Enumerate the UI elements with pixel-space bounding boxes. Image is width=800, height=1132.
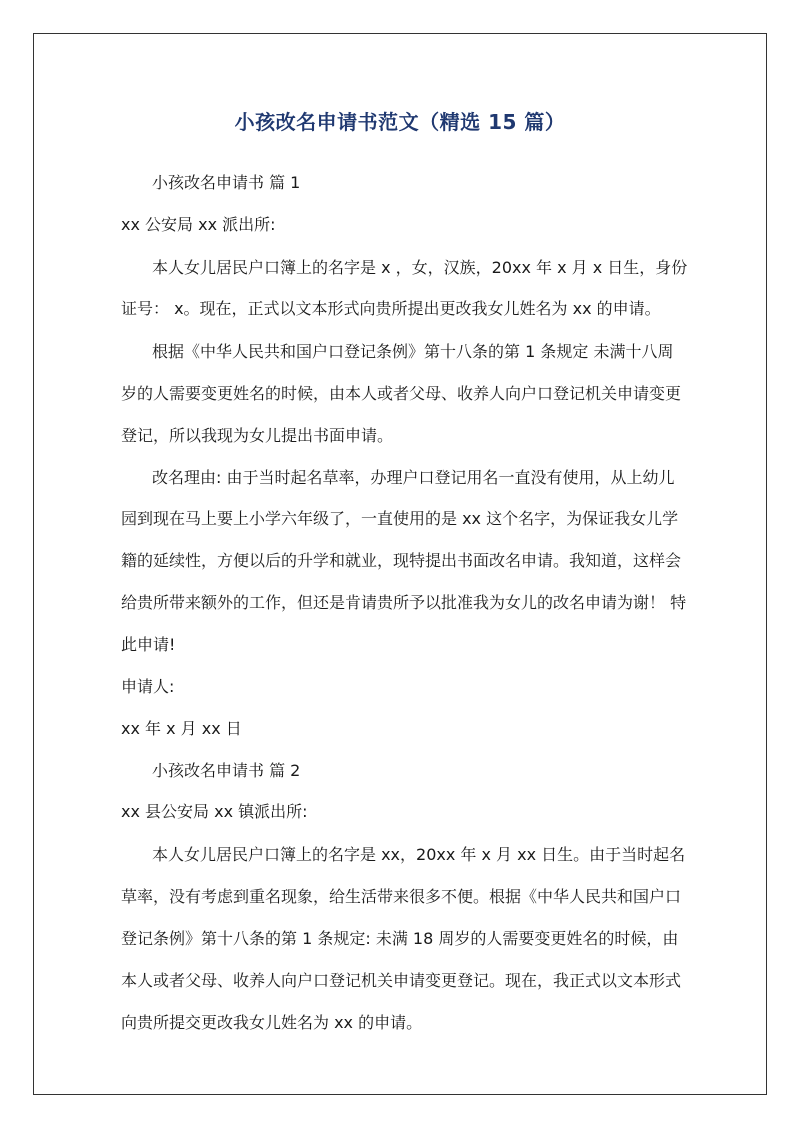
paragraph-line: 给贵所带来额外的工作，但还是肯请贵所予以批准我为女儿的改名申请为谢！ 特 — [121, 593, 687, 612]
section-heading-1: 小孩改名申请书 篇 1 — [152, 173, 301, 192]
paragraph-line: 向贵所提交更改我女儿姓名为 xx 的申请。 — [121, 1013, 423, 1032]
paragraph-line: 籍的延续性，方便以后的升学和就业，现特提出书面改名申请。我知道，这样会 — [121, 551, 682, 570]
paragraph-line: 本人女儿居民户口簿上的名字是 x ，女，汉族，20xx 年 x 月 x 日生，身份 — [152, 258, 688, 277]
paragraph-line: 登记条例》第十八条的第 1 条规定: 未满 18 周岁的人需要变更姓名的时候，由 — [121, 929, 679, 948]
paragraph-line: 证号： x。现在，正式以文本形式向贵所提出更改我女儿姓名为 xx 的申请。 — [121, 299, 661, 318]
paragraph-line: 本人女儿居民户口簿上的名字是 xx，20xx 年 x 月 xx 日生。由于当时起名 — [152, 845, 686, 864]
addressee-line-2: xx 县公安局 xx 镇派出所: — [121, 802, 308, 821]
paragraph-line: 此申请! — [121, 635, 176, 654]
document-title: 小孩改名申请书范文（精选 15 篇） — [234, 110, 566, 134]
applicant-label: 申请人: — [121, 677, 175, 696]
addressee-line-1: xx 公安局 xx 派出所: — [121, 215, 276, 234]
paragraph-line: 改名理由: 由于当时起名草率，办理户口登记用名一直没有使用，从上幼儿 — [152, 468, 675, 487]
paragraph-line: 登记，所以我现为女儿提出书面申请。 — [121, 426, 394, 445]
paragraph-line: 本人或者父母、收养人向户口登记机关申请变更登记。现在，我正式以文本形式 — [121, 971, 682, 990]
paragraph-line: 草率，没有考虑到重名现象，给生活带来很多不便。根据《中华人民共和国户口 — [121, 887, 682, 906]
paragraph-line: 岁的人需要变更姓名的时候，由本人或者父母、收养人向户口登记机关申请变更 — [121, 384, 682, 403]
paragraph-line: 园到现在马上要上小学六年级了，一直使用的是 xx 这个名字，为保证我女儿学 — [121, 509, 679, 528]
date-line: xx 年 x 月 xx 日 — [121, 719, 242, 738]
paragraph-line: 根据《中华人民共和国户口登记条例》第十八条的第 1 条规定 未满十八周 — [152, 342, 674, 361]
section-heading-2: 小孩改名申请书 篇 2 — [152, 761, 301, 780]
